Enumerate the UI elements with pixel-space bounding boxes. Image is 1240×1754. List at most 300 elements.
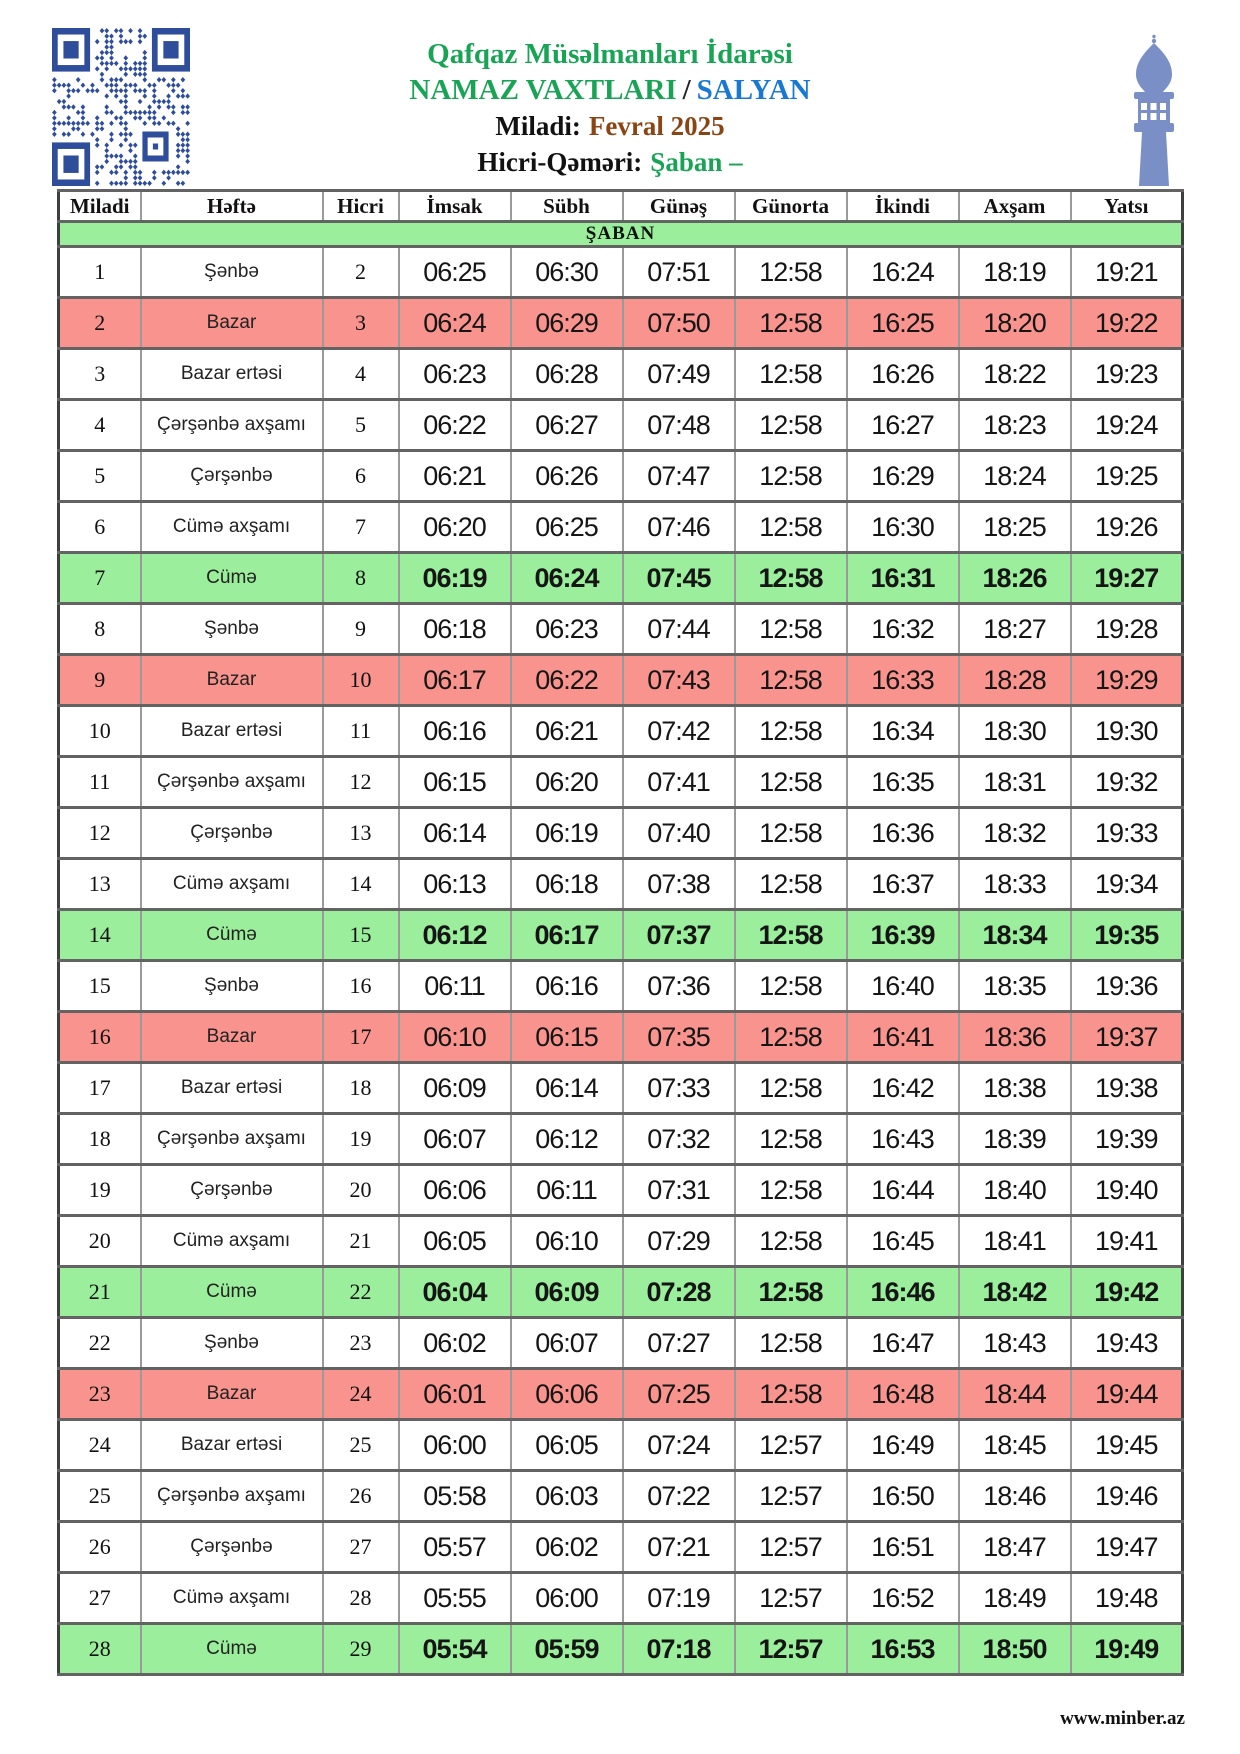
cell-ikindi: 16:48 [847,1369,959,1420]
table-row [59,757,1183,808]
cell-gunes: 07:47 [623,451,735,502]
cell-axsam: 18:33 [959,859,1071,910]
cell-ikindi: 16:24 [847,247,959,298]
table-row [59,1573,1183,1624]
cell-subh: 06:24 [511,553,623,604]
cell-imsak: 06:01 [399,1369,511,1420]
col-header-ikindi: İkindi [847,191,959,222]
col-header-gunorta: Günorta [735,191,847,222]
cell-subh: 06:14 [511,1063,623,1114]
cell-gunes: 07:33 [623,1063,735,1114]
cell-subh: 06:00 [511,1573,623,1624]
cell-imsak: 06:21 [399,451,511,502]
cell-ikindi: 16:32 [847,604,959,655]
cell-miladi-day: 3 [59,349,141,400]
cell-imsak: 06:06 [399,1165,511,1216]
table-row [59,1522,1183,1573]
cell-subh: 06:11 [511,1165,623,1216]
cell-subh: 06:27 [511,400,623,451]
cell-ikindi: 16:47 [847,1318,959,1369]
cell-subh: 06:30 [511,247,623,298]
cell-axsam: 18:31 [959,757,1071,808]
table-row [59,961,1183,1012]
qr-finder-top-right [152,28,190,72]
cell-ikindi: 16:46 [847,1267,959,1318]
organization-name: Qafqaz Müsəlmanları İdarəsi [427,38,793,70]
cell-axsam: 18:50 [959,1624,1071,1675]
cell-miladi-day: 1 [59,247,141,298]
cell-hicri-day: 3 [323,298,399,349]
cell-imsak: 06:10 [399,1012,511,1063]
cell-subh: 06:05 [511,1420,623,1471]
cell-ikindi: 16:52 [847,1573,959,1624]
cell-gunes: 07:37 [623,910,735,961]
cell-gunorta: 12:57 [735,1522,847,1573]
cell-gunorta: 12:58 [735,1114,847,1165]
header-titles [210,36,1010,180]
cell-yatsi: 19:29 [1071,655,1183,706]
cell-axsam: 18:34 [959,910,1071,961]
cell-ikindi: 16:26 [847,349,959,400]
cell-imsak: 06:20 [399,502,511,553]
cell-yatsi: 19:46 [1071,1471,1183,1522]
cell-gunes: 07:36 [623,961,735,1012]
cell-subh: 06:28 [511,349,623,400]
cell-gunes: 07:27 [623,1318,735,1369]
cell-weekday: Şənbə [141,961,323,1012]
table-row [59,1420,1183,1471]
cell-axsam: 18:28 [959,655,1071,706]
cell-ikindi: 16:27 [847,400,959,451]
cell-ikindi: 16:30 [847,502,959,553]
prayer-times-table [57,189,1184,1676]
cell-imsak: 06:18 [399,604,511,655]
cell-hicri-day: 17 [323,1012,399,1063]
cell-weekday: Şənbə [141,604,323,655]
cell-yatsi: 19:44 [1071,1369,1183,1420]
cell-axsam: 18:25 [959,502,1071,553]
cell-imsak: 06:04 [399,1267,511,1318]
month-band-row [59,222,1183,247]
cell-gunorta: 12:57 [735,1573,847,1624]
cell-axsam: 18:43 [959,1318,1071,1369]
table-row [59,451,1183,502]
table-row [59,1012,1183,1063]
cell-gunorta: 12:58 [735,1063,847,1114]
qr-finder-bottom-left [52,142,90,186]
cell-gunes: 07:50 [623,298,735,349]
cell-imsak: 06:25 [399,247,511,298]
cell-weekday: Şənbə [141,247,323,298]
cell-yatsi: 19:30 [1071,706,1183,757]
cell-imsak: 06:05 [399,1216,511,1267]
cell-subh: 06:22 [511,655,623,706]
cell-ikindi: 16:53 [847,1624,959,1675]
cell-axsam: 18:44 [959,1369,1071,1420]
cell-hicri-day: 19 [323,1114,399,1165]
table-row [59,349,1183,400]
table-row [59,502,1183,553]
cell-gunorta: 12:57 [735,1471,847,1522]
cell-weekday: Çərşənbə [141,1165,323,1216]
cell-gunorta: 12:58 [735,655,847,706]
cell-subh: 06:17 [511,910,623,961]
cell-ikindi: 16:50 [847,1471,959,1522]
cell-gunes: 07:45 [623,553,735,604]
cell-miladi-day: 21 [59,1267,141,1318]
cell-miladi-day: 20 [59,1216,141,1267]
cell-gunorta: 12:58 [735,808,847,859]
cell-subh: 06:29 [511,298,623,349]
cell-hicri-day: 2 [323,247,399,298]
cell-subh: 06:21 [511,706,623,757]
cell-hicri-day: 21 [323,1216,399,1267]
cell-yatsi: 19:25 [1071,451,1183,502]
cell-miladi-day: 11 [59,757,141,808]
cell-weekday: Cümə [141,1624,323,1675]
cell-gunes: 07:35 [623,1012,735,1063]
cell-miladi-day: 9 [59,655,141,706]
col-header-hefte: Həftə [141,191,323,222]
cell-miladi-day: 23 [59,1369,141,1420]
table-row [59,706,1183,757]
cell-gunorta: 12:58 [735,961,847,1012]
cell-yatsi: 19:37 [1071,1012,1183,1063]
cell-subh: 06:15 [511,1012,623,1063]
cell-gunorta: 12:58 [735,298,847,349]
cell-miladi-day: 25 [59,1471,141,1522]
month-band-label: ŞABAN [59,222,1183,247]
cell-hicri-day: 6 [323,451,399,502]
cell-axsam: 18:49 [959,1573,1071,1624]
cell-subh: 06:06 [511,1369,623,1420]
cell-ikindi: 16:42 [847,1063,959,1114]
table-row [59,553,1183,604]
table-row [59,1624,1183,1675]
table-row [59,859,1183,910]
gregorian-month-line [210,108,1010,144]
cell-axsam: 18:39 [959,1114,1071,1165]
table-row [59,604,1183,655]
table-header-row [59,191,1183,222]
cell-hicri-day: 16 [323,961,399,1012]
cell-axsam: 18:46 [959,1471,1071,1522]
cell-yatsi: 19:21 [1071,247,1183,298]
cell-gunes: 07:49 [623,349,735,400]
hijri-month-line [210,144,1010,180]
cell-miladi-day: 16 [59,1012,141,1063]
cell-axsam: 18:38 [959,1063,1071,1114]
cell-hicri-day: 22 [323,1267,399,1318]
cell-gunes: 07:41 [623,757,735,808]
qr-code [52,28,190,186]
cell-miladi-day: 13 [59,859,141,910]
cell-hicri-day: 26 [323,1471,399,1522]
cell-gunes: 07:44 [623,604,735,655]
cell-imsak: 06:02 [399,1318,511,1369]
cell-axsam: 18:41 [959,1216,1071,1267]
cell-weekday: Çərşənbə axşamı [141,1114,323,1165]
cell-subh: 05:59 [511,1624,623,1675]
cell-yatsi: 19:33 [1071,808,1183,859]
cell-ikindi: 16:41 [847,1012,959,1063]
cell-gunes: 07:43 [623,655,735,706]
cell-imsak: 06:19 [399,553,511,604]
cell-gunes: 07:18 [623,1624,735,1675]
cell-yatsi: 19:39 [1071,1114,1183,1165]
cell-axsam: 18:36 [959,1012,1071,1063]
cell-imsak: 06:16 [399,706,511,757]
cell-hicri-day: 29 [323,1624,399,1675]
cell-hicri-day: 27 [323,1522,399,1573]
cell-axsam: 18:22 [959,349,1071,400]
col-header-gunes: Günəş [623,191,735,222]
cell-subh: 06:19 [511,808,623,859]
cell-gunorta: 12:58 [735,502,847,553]
cell-gunes: 07:46 [623,502,735,553]
cell-axsam: 18:26 [959,553,1071,604]
table-row [59,910,1183,961]
cell-ikindi: 16:29 [847,451,959,502]
cell-subh: 06:25 [511,502,623,553]
cell-ikindi: 16:39 [847,910,959,961]
table-row [59,655,1183,706]
cell-hicri-day: 24 [323,1369,399,1420]
cell-hicri-day: 23 [323,1318,399,1369]
cell-axsam: 18:23 [959,400,1071,451]
cell-weekday: Cümə axşamı [141,1216,323,1267]
cell-subh: 06:02 [511,1522,623,1573]
cell-gunes: 07:29 [623,1216,735,1267]
cell-hicri-day: 7 [323,502,399,553]
cell-ikindi: 16:34 [847,706,959,757]
cell-subh: 06:16 [511,961,623,1012]
cell-miladi-day: 12 [59,808,141,859]
cell-miladi-day: 26 [59,1522,141,1573]
cell-hicri-day: 18 [323,1063,399,1114]
cell-gunes: 07:32 [623,1114,735,1165]
cell-ikindi: 16:31 [847,553,959,604]
cell-gunes: 07:22 [623,1471,735,1522]
cell-axsam: 18:19 [959,247,1071,298]
cell-yatsi: 19:32 [1071,757,1183,808]
cell-miladi-day: 17 [59,1063,141,1114]
cell-miladi-day: 8 [59,604,141,655]
cell-yatsi: 19:22 [1071,298,1183,349]
cell-hicri-day: 12 [323,757,399,808]
table-row [59,808,1183,859]
cell-weekday: Cümə [141,553,323,604]
cell-ikindi: 16:40 [847,961,959,1012]
cell-yatsi: 19:43 [1071,1318,1183,1369]
cell-gunorta: 12:58 [735,400,847,451]
cell-imsak: 05:58 [399,1471,511,1522]
cell-yatsi: 19:35 [1071,910,1183,961]
cell-subh: 06:07 [511,1318,623,1369]
col-header-axsam: Axşam [959,191,1071,222]
cell-imsak: 06:13 [399,859,511,910]
minaret-icon [1128,26,1180,186]
cell-axsam: 18:35 [959,961,1071,1012]
cell-yatsi: 19:23 [1071,349,1183,400]
cell-ikindi: 16:43 [847,1114,959,1165]
cell-imsak: 06:17 [399,655,511,706]
cell-imsak: 06:15 [399,757,511,808]
cell-subh: 06:09 [511,1267,623,1318]
cell-gunorta: 12:58 [735,757,847,808]
cell-gunorta: 12:58 [735,910,847,961]
cell-weekday: Cümə [141,1267,323,1318]
table-row [59,247,1183,298]
cell-yatsi: 19:42 [1071,1267,1183,1318]
cell-axsam: 18:40 [959,1165,1071,1216]
cell-hicri-day: 11 [323,706,399,757]
cell-miladi-day: 22 [59,1318,141,1369]
table-row [59,1114,1183,1165]
cell-ikindi: 16:44 [847,1165,959,1216]
cell-miladi-day: 10 [59,706,141,757]
cell-hicri-day: 10 [323,655,399,706]
cell-hicri-day: 4 [323,349,399,400]
cell-imsak: 06:09 [399,1063,511,1114]
qr-alignment [142,132,168,162]
cell-weekday: Çərşənbə [141,1522,323,1573]
cell-gunes: 07:51 [623,247,735,298]
cell-axsam: 18:27 [959,604,1071,655]
cell-hicri-day: 9 [323,604,399,655]
cell-gunes: 07:40 [623,808,735,859]
cell-subh: 06:23 [511,604,623,655]
cell-miladi-day: 7 [59,553,141,604]
cell-miladi-day: 24 [59,1420,141,1471]
cell-axsam: 18:30 [959,706,1071,757]
cell-imsak: 06:14 [399,808,511,859]
sheet-title: NAMAZ VAXTLARI [409,74,677,106]
cell-gunes: 07:42 [623,706,735,757]
cell-weekday: Çərşənbə [141,451,323,502]
cell-weekday: Bazar ertəsi [141,349,323,400]
cell-miladi-day: 19 [59,1165,141,1216]
cell-yatsi: 19:47 [1071,1522,1183,1573]
table-row [59,1318,1183,1369]
cell-gunorta: 12:58 [735,1318,847,1369]
cell-gunorta: 12:58 [735,1216,847,1267]
cell-ikindi: 16:33 [847,655,959,706]
cell-gunorta: 12:58 [735,859,847,910]
cell-gunes: 07:24 [623,1420,735,1471]
table-row [59,1369,1183,1420]
cell-hicri-day: 8 [323,553,399,604]
cell-imsak: 05:57 [399,1522,511,1573]
cell-hicri-day: 5 [323,400,399,451]
cell-imsak: 06:22 [399,400,511,451]
cell-hicri-day: 25 [323,1420,399,1471]
cell-weekday: Çərşənbə [141,808,323,859]
cell-imsak: 06:00 [399,1420,511,1471]
cell-yatsi: 19:34 [1071,859,1183,910]
cell-yatsi: 19:24 [1071,400,1183,451]
cell-ikindi: 16:49 [847,1420,959,1471]
cell-gunorta: 12:58 [735,604,847,655]
cell-gunorta: 12:58 [735,553,847,604]
cell-imsak: 06:12 [399,910,511,961]
cell-gunorta: 12:58 [735,1267,847,1318]
cell-weekday: Bazar [141,298,323,349]
cell-weekday: Cümə [141,910,323,961]
cell-ikindi: 16:36 [847,808,959,859]
city-name: SALYAN [696,74,811,106]
cell-yatsi: 19:26 [1071,502,1183,553]
table-row [59,1216,1183,1267]
website-url: www.minber.az [1060,1708,1185,1729]
cell-hicri-day: 13 [323,808,399,859]
cell-yatsi: 19:49 [1071,1624,1183,1675]
qr-finder-top-left [52,28,90,72]
cell-ikindi: 16:37 [847,859,959,910]
cell-gunes: 07:31 [623,1165,735,1216]
cell-weekday: Bazar [141,655,323,706]
hicri-value: Şaban – [650,147,743,177]
cell-gunes: 07:19 [623,1573,735,1624]
cell-gunorta: 12:58 [735,1165,847,1216]
cell-yatsi: 19:38 [1071,1063,1183,1114]
cell-gunorta: 12:58 [735,451,847,502]
cell-subh: 06:18 [511,859,623,910]
cell-gunorta: 12:58 [735,1369,847,1420]
cell-axsam: 18:47 [959,1522,1071,1573]
sheet-title-line [210,72,1010,108]
cell-yatsi: 19:28 [1071,604,1183,655]
cell-weekday: Çərşənbə axşamı [141,400,323,451]
col-header-hicri: Hicri [323,191,399,222]
cell-ikindi: 16:25 [847,298,959,349]
cell-weekday: Cümə axşamı [141,502,323,553]
table-row [59,1267,1183,1318]
cell-miladi-day: 14 [59,910,141,961]
cell-yatsi: 19:48 [1071,1573,1183,1624]
cell-weekday: Bazar [141,1369,323,1420]
cell-gunorta: 12:58 [735,706,847,757]
cell-miladi-day: 27 [59,1573,141,1624]
cell-miladi-day: 5 [59,451,141,502]
cell-hicri-day: 20 [323,1165,399,1216]
cell-gunes: 07:48 [623,400,735,451]
cell-gunes: 07:25 [623,1369,735,1420]
cell-subh: 06:12 [511,1114,623,1165]
cell-gunes: 07:38 [623,859,735,910]
cell-miladi-day: 15 [59,961,141,1012]
miladi-label: Miladi: [495,111,581,141]
cell-weekday: Çərşənbə axşamı [141,757,323,808]
cell-ikindi: 16:51 [847,1522,959,1573]
col-header-imsak: İmsak [399,191,511,222]
col-header-miladi: Miladi [59,191,141,222]
title-separator: / [682,74,691,106]
cell-miladi-day: 18 [59,1114,141,1165]
cell-axsam: 18:20 [959,298,1071,349]
cell-imsak: 05:55 [399,1573,511,1624]
cell-subh: 06:26 [511,451,623,502]
miladi-value: Fevral 2025 [588,111,725,141]
cell-weekday: Cümə axşamı [141,859,323,910]
cell-ikindi: 16:45 [847,1216,959,1267]
table-row [59,1165,1183,1216]
cell-axsam: 18:24 [959,451,1071,502]
cell-miladi-day: 2 [59,298,141,349]
table-row [59,1471,1183,1522]
cell-gunorta: 12:58 [735,247,847,298]
cell-weekday: Şənbə [141,1318,323,1369]
